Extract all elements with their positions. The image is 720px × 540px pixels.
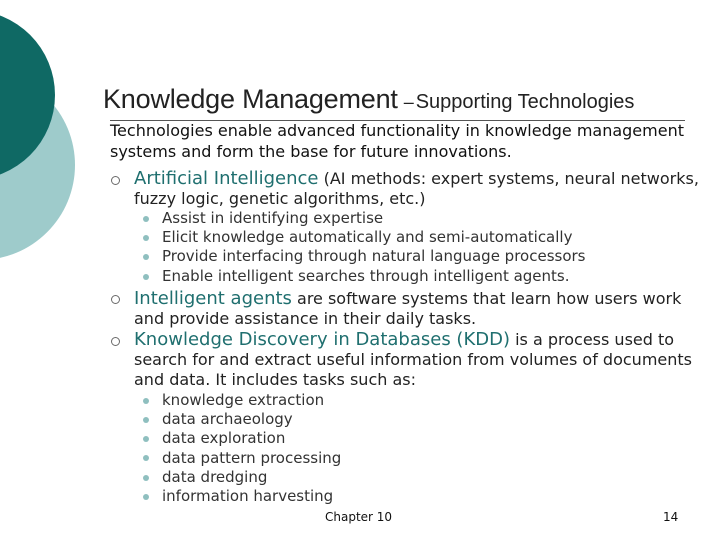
bullet-kdd xyxy=(134,330,714,390)
bullet-kdd-lead: Knowledge Discovery in Databases (KDD) xyxy=(134,329,511,350)
sub-bullet-dot-icon xyxy=(143,254,149,260)
sub-bullet-dot-icon xyxy=(143,235,149,241)
sub-bullet-dot-icon xyxy=(143,417,149,423)
list-item: Assist in identifying expertise xyxy=(162,209,384,227)
list-item: data archaeology xyxy=(162,410,293,429)
title-subtitle: Supporting Technologies xyxy=(415,91,635,113)
decorative-circles xyxy=(0,0,120,300)
sub-bullet-dot-icon xyxy=(143,475,149,481)
ai-subitems xyxy=(162,209,586,286)
slide-title xyxy=(103,84,634,115)
list-item: Enable intelligent searches through intelligent agents. xyxy=(162,266,570,285)
bullet-ring-icon xyxy=(111,337,120,346)
intro-paragraph: Technologies enable advanced functionality in knowledge management systems and form the base for future innovations. xyxy=(110,121,684,161)
page-number: 14 xyxy=(663,510,679,524)
list-item: data pattern processing xyxy=(162,448,342,467)
list-item: information harvesting xyxy=(162,487,334,506)
sub-bullet-dot-icon xyxy=(143,455,149,461)
bullet-ring-icon xyxy=(111,176,120,185)
list-item: knowledge extraction xyxy=(162,391,325,409)
list-item: data exploration xyxy=(162,429,286,448)
list-item: Provide interfacing through natural language processors xyxy=(162,247,586,266)
kdd-subitems xyxy=(162,391,341,506)
bullet-agents xyxy=(134,289,714,329)
bullet-agents-lead: Intelligent agents xyxy=(134,288,292,309)
footer-chapter: Chapter 10 xyxy=(325,510,393,524)
sub-bullet-dot-icon xyxy=(143,398,149,404)
title-dash: – xyxy=(403,92,414,112)
bullet-ring-icon xyxy=(111,295,120,304)
sub-bullet-dot-icon xyxy=(143,274,149,280)
title-main: Knowledge Management xyxy=(103,84,398,114)
sub-bullet-dot-icon xyxy=(143,494,149,500)
bullet-ai xyxy=(134,169,714,209)
list-item: Elicit knowledge automatically and semi-automatically xyxy=(162,228,573,247)
sub-bullet-dot-icon xyxy=(143,216,149,222)
list-item: data dredging xyxy=(162,467,268,486)
sub-bullet-dot-icon xyxy=(143,436,149,442)
bullet-ai-text: (AI methods: expert systems, neural networks, fuzzy logic, genetic algorithms, etc.) xyxy=(134,169,699,208)
bullet-ai-lead: Artificial Intelligence xyxy=(134,168,319,189)
bullet-agents-text: are software systems that learn how users work and provide assistance in their daily tasks. xyxy=(134,289,682,328)
bullet-kdd-text: is a process used to search for and extract useful information from volumes of documents and data. It includes tasks such as: xyxy=(134,330,692,389)
